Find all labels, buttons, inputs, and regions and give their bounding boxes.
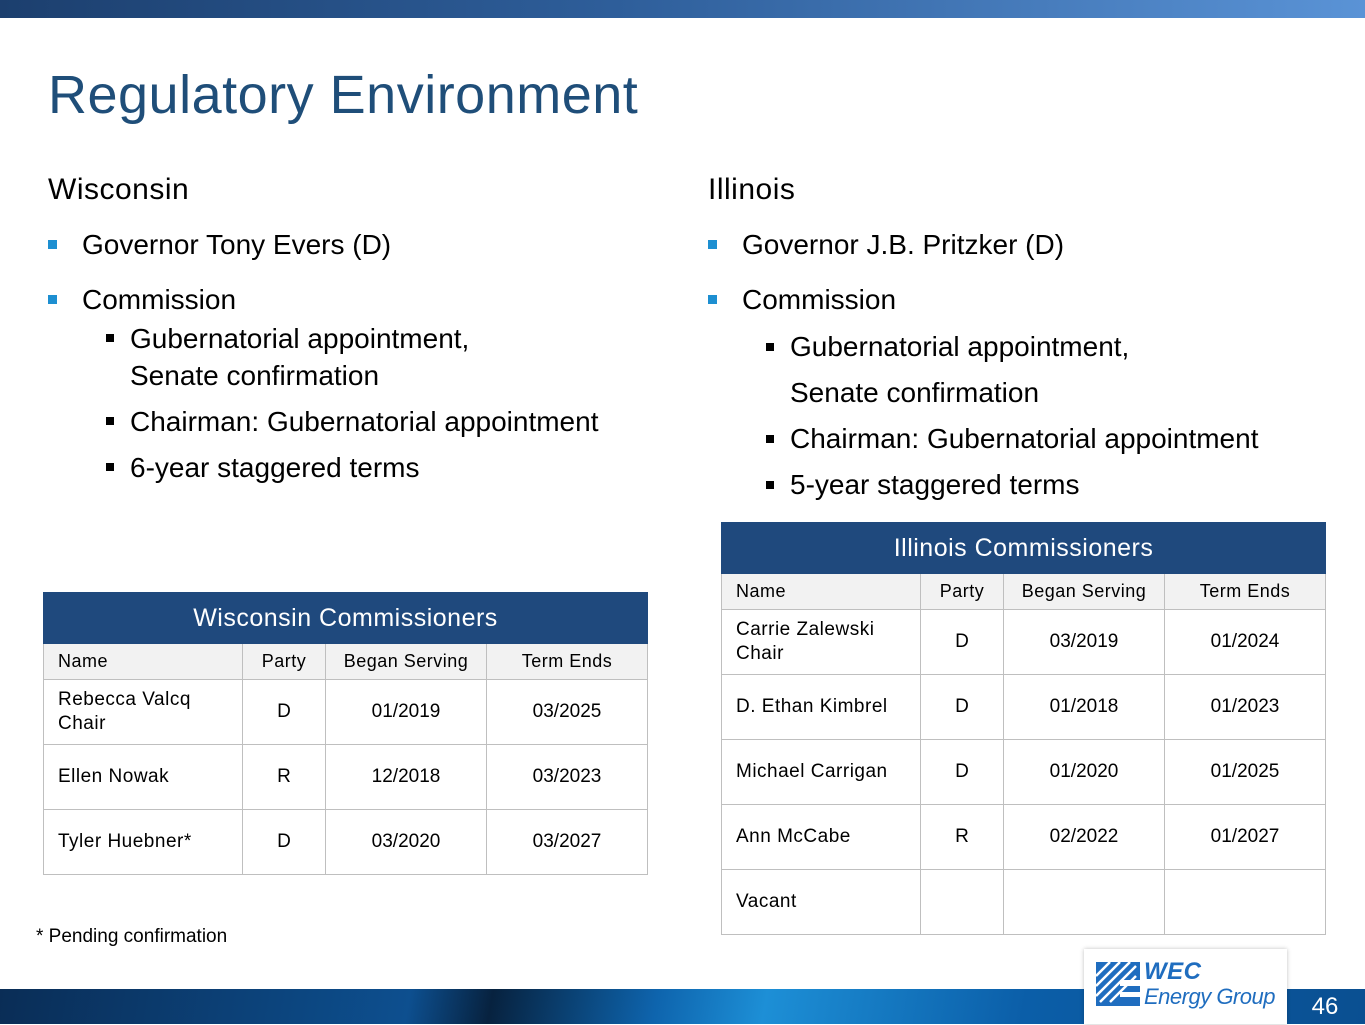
began-cell: 01/2018: [1004, 675, 1165, 740]
table-row: [44, 810, 648, 875]
wi-appointment-item: [48, 320, 668, 394]
square-bullet-icon: [766, 343, 774, 351]
illinois-heading: Illinois: [708, 173, 796, 206]
party-cell: D: [921, 675, 1004, 740]
ends-cell: 01/2023: [1165, 675, 1326, 740]
table-row: [722, 675, 1326, 740]
column-header-party: Party: [243, 644, 326, 680]
column-header-ends: Term Ends: [1165, 574, 1326, 610]
il-terms-text: 5-year staggered terms: [790, 469, 1080, 500]
il-chairman-item: [708, 416, 1348, 462]
il-terms-item: [708, 462, 1348, 508]
wi-chairman-text: Chairman: Gubernatorial appointment: [130, 406, 599, 437]
il-appointment-line1: Gubernatorial appointment,: [790, 331, 1130, 362]
wi-governor-text: Governor Tony Evers (D): [82, 229, 392, 260]
began-cell: 03/2019: [1004, 610, 1165, 675]
wi-chairman-item: [48, 403, 668, 440]
square-bullet-icon: [766, 435, 774, 443]
table-row: [44, 680, 648, 745]
began-cell: 03/2020: [326, 810, 487, 875]
name-cell: Rebecca Valcq Chair: [44, 680, 243, 745]
square-bullet-icon: [708, 240, 717, 249]
began-cell: 01/2020: [1004, 740, 1165, 805]
began-cell: [1004, 870, 1165, 935]
ends-cell: [1165, 870, 1326, 935]
ends-cell: 01/2025: [1165, 740, 1326, 805]
logo-text-wec: WEC: [1144, 958, 1202, 985]
wi-terms-item: [48, 449, 668, 486]
party-cell: R: [921, 805, 1004, 870]
wi-commission-text: Commission: [82, 284, 237, 315]
square-bullet-icon: [48, 240, 57, 249]
wi-governor-item: [48, 225, 668, 265]
began-cell: 01/2019: [326, 680, 487, 745]
square-bullet-icon: [48, 295, 57, 304]
table-title: Illinois Commissioners: [722, 523, 1326, 574]
party-cell: D: [243, 680, 326, 745]
party-cell: R: [243, 745, 326, 810]
square-bullet-icon: [708, 295, 717, 304]
ends-cell: 03/2027: [487, 810, 648, 875]
top-accent-bar: [0, 0, 1365, 18]
name-cell: D. Ethan Kimbrel: [722, 675, 921, 740]
party-cell: D: [921, 740, 1004, 805]
square-bullet-icon: [106, 334, 114, 342]
began-cell: 02/2022: [1004, 805, 1165, 870]
ends-cell: 01/2027: [1165, 805, 1326, 870]
name-cell: Ellen Nowak: [44, 745, 243, 810]
logo-text-energy-group: Energy Group: [1144, 984, 1275, 1009]
footnote: * Pending confirmation: [36, 926, 228, 947]
table-title: Wisconsin Commissioners: [44, 593, 648, 644]
table-row: [722, 870, 1326, 935]
party-cell: [921, 870, 1004, 935]
company-logo: [1084, 949, 1287, 1024]
slide-title: Regulatory Environment: [48, 65, 639, 125]
column-header-party: Party: [921, 574, 1004, 610]
table-row: [722, 740, 1326, 805]
wisconsin-section: [48, 170, 668, 486]
began-cell: 12/2018: [326, 745, 487, 810]
square-bullet-icon: [766, 481, 774, 489]
il-governor-item: [708, 225, 1348, 265]
column-header-name: Name: [722, 574, 921, 610]
square-bullet-icon: [106, 463, 114, 471]
il-commission-text: Commission: [742, 284, 897, 315]
wi-terms-text: 6-year staggered terms: [130, 452, 420, 483]
il-commission-item: [708, 280, 1348, 320]
ends-cell: 03/2023: [487, 745, 648, 810]
wi-appointment-line2: Senate confirmation: [130, 360, 380, 391]
illinois-commissioners-table: [721, 522, 1326, 935]
ends-cell: 03/2025: [487, 680, 648, 745]
il-appointment-continuation: [708, 370, 1348, 416]
wec-logo-mark-icon: [1096, 962, 1140, 1006]
name-cell: Michael Carrigan: [722, 740, 921, 805]
party-cell: D: [243, 810, 326, 875]
name-cell: Vacant: [722, 870, 921, 935]
table-row: [722, 805, 1326, 870]
wi-appointment-line1: Gubernatorial appointment,: [130, 323, 470, 354]
wi-commission-item: [48, 280, 668, 320]
column-header-name: Name: [44, 644, 243, 680]
wisconsin-heading: Wisconsin: [48, 173, 190, 206]
il-governor-text: Governor J.B. Pritzker (D): [742, 229, 1065, 260]
column-header-began: Began Serving: [326, 644, 487, 680]
party-cell: D: [921, 610, 1004, 675]
illinois-section: [708, 170, 1348, 508]
square-bullet-icon: [106, 417, 114, 425]
il-appointment-item: [708, 324, 1348, 370]
il-appointment-line2: Senate confirmation: [790, 377, 1040, 408]
page-number: 46: [1311, 993, 1339, 1020]
table-row: [722, 610, 1326, 675]
name-cell: Tyler Huebner*: [44, 810, 243, 875]
column-header-began: Began Serving: [1004, 574, 1165, 610]
name-cell: Carrie Zalewski Chair: [722, 610, 921, 675]
ends-cell: 01/2024: [1165, 610, 1326, 675]
il-chairman-text: Chairman: Gubernatorial appointment: [790, 423, 1259, 454]
name-cell: Ann McCabe: [722, 805, 921, 870]
wisconsin-commissioners-table: [43, 592, 648, 875]
column-header-ends: Term Ends: [487, 644, 648, 680]
table-row: [44, 745, 648, 810]
